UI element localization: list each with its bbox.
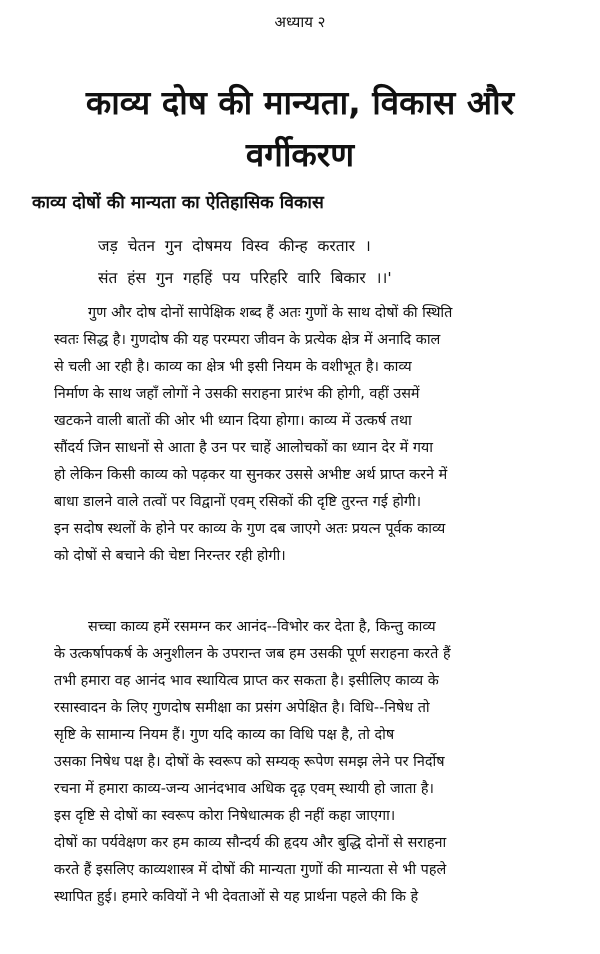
paragraph-line: इस दृष्टि से दोषों का स्वरूप कोरा निषेधात्मक ही नहीं कहा जाएगा। [54, 808, 396, 824]
paragraph-line: सौंदर्य जिन साधनों से आता है उन पर चाहें आलोचकों का ध्यान देर में गया [54, 440, 434, 456]
paragraph-line: खटकने वाली बातों की ओर भी ध्यान दिया होगा। काव्य में उत्कर्ष तथा [54, 413, 412, 429]
paragraph-line: इन सदोष स्थलों के होने पर काव्य के गुण दब जाएगे अतः प्रयत्न पूर्वक काव्य [54, 521, 446, 537]
paragraph-line: सच्चा काव्य हमें रसमग्न कर आनंद--विभोर कर देता है, किन्तु काव्य [88, 619, 436, 635]
paragraph-1 [54, 300, 564, 570]
paragraph-line: बाधा डालने वाले तत्वों पर विद्वानों एवम् रसिकों की दृष्टि तुरन्त गई होगी। [54, 494, 422, 510]
paragraph-line: से चली आ रही है। काव्य का क्षेत्र भी इसी नियम के वशीभूत है। काव्य [54, 359, 412, 375]
verse-line-1: जड़ चेतन गुन दोषमय विस्व कीन्ह करतार । [98, 237, 371, 255]
paragraph-line: रसास्वादन के लिए गुणदोष समीक्षा का प्रसंग अपेक्षित है। विधि--निषेध तो [54, 700, 430, 716]
paragraph-line: स्थापित हुई। हमारे कवियों ने भी देवताओं से यह प्रार्थना पहले की कि हे [54, 889, 419, 905]
paragraph-2 [54, 614, 564, 911]
paragraph-line: करते हैं इसलिए काव्यशास्त्र में दोषों की मान्यता गुणों की मान्यता से भी पहले [54, 862, 447, 878]
paragraph-line: के उत्कर्षापकर्ष के अनुशीलन के उपरान्त जब हम उसकी पूर्ण सराहना करते हैं [54, 646, 451, 662]
chapter-title-line-1: काव्य दोष की मान्यता, विकास और [85, 83, 515, 122]
chapter-label: अध्याय २ [274, 13, 326, 31]
paragraph-line: सृष्टि के सामान्य नियम हैं। गुण यदि काव्य का विधि पक्ष है, तो दोष [54, 727, 395, 743]
paragraph-line: उसका निषेध पक्ष है। दोषों के स्वरूप को सम्यक् रूपेण समझ लेने पर निर्दोष [54, 754, 445, 770]
paragraph-line: गुण और दोष दोनों सापेक्षिक शब्द हैं अतः गुणों के साथ दोषों की स्थिति [88, 305, 453, 321]
verse-line-2: संत हंस गुन गहहिं पय परिहरि वारि बिकार ।।' [98, 269, 392, 287]
section-heading: काव्य दोषों की मान्यता का ऐतिहासिक विकास [32, 193, 324, 213]
paragraph-line: निर्माण के साथ जहाँ लोगों ने उसकी सराहना प्रारंभ की होगी, वहीं उसमें [54, 386, 420, 402]
paragraph-line: तभी हमारा वह आनंद भाव स्थायित्व प्राप्त कर सकता है। इसीलिए काव्य के [54, 673, 439, 689]
paragraph-line: हो लेकिन किसी काव्य को पढ़कर या सुनकर उससे अभीष्ट अर्थ प्राप्त करने में [54, 467, 448, 483]
paragraph-line: को दोषों से बचाने की चेष्टा निरन्तर रही होगी। [54, 548, 286, 564]
paragraph-line: दोषों का पर्यवेक्षण कर हम काव्य सौन्दर्य की हृदय और बुद्धि दोनों से सराहना [54, 835, 447, 851]
chapter-title-line-2: वर्गीकरण [245, 135, 355, 174]
paragraph-line: रचना में हमारा काव्य-जन्य आनंदभाव अधिक दृढ़ एवम् स्थायी हो जाता है। [54, 781, 434, 797]
paragraph-line: स्वतः सिद्ध है। गुणदोष की यह परम्परा जीवन के प्रत्येक क्षेत्र में अनादि काल [54, 332, 441, 348]
